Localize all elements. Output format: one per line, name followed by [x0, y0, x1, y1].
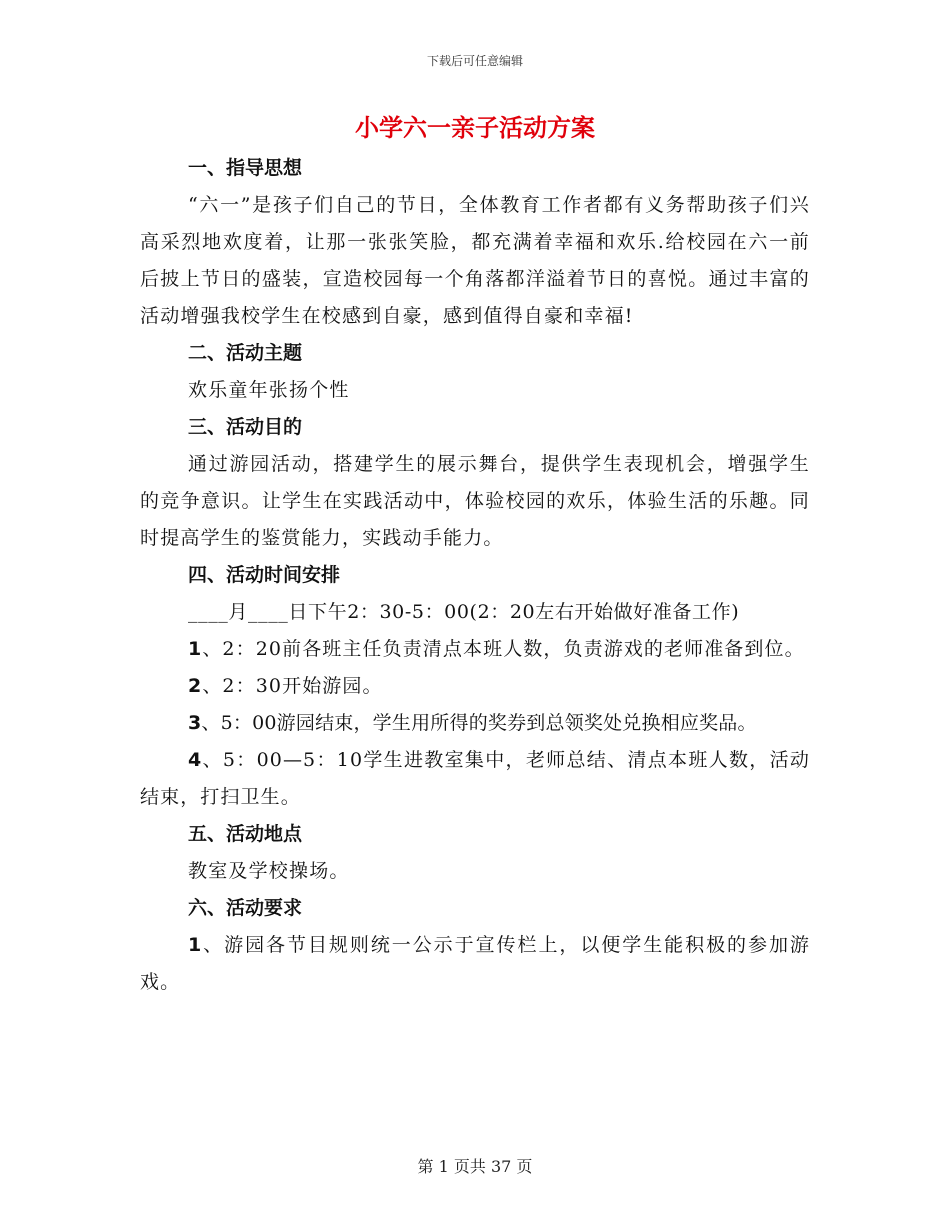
item-text: 、5：00游园结束，学生用所得的奖券到总领奖处兑换相应奖品。: [201, 712, 757, 734]
page-footer: 第 1 页共 37 页: [417, 1157, 533, 1176]
header-note: 下载后可任意编辑: [426, 54, 523, 68]
item-number: 1: [188, 934, 203, 956]
section-paragraph-location: 教室及学校操场。: [188, 860, 350, 882]
item-text: 、游园各节目规则统一公示于宣传栏上，以便学生能积极的参加游戏。: [140, 934, 810, 993]
section-paragraph-purpose: 通过游园活动，搭建学生的展示舞台，提供学生表现机会，增强学生的竞争意识。让学生在实践活动中，体验校园的欢乐，体验生活的乐趣。同时提高学生的鉴赏能力，实践动手能力。: [140, 453, 810, 549]
section-heading-guiding-thought: 一、指导思想: [188, 157, 303, 179]
item-number: 4: [188, 749, 203, 771]
requirement-item: [140, 927, 810, 1001]
schedule-item: [140, 742, 810, 816]
section-paragraph-schedule: ____月____日下午2：30-5：00(2：20左右开始做好准备工作): [188, 601, 740, 623]
schedule-item: [140, 631, 810, 668]
item-text: 、2：20前各班主任负责清点本班人数，负责游戏的老师准备到位。: [202, 638, 805, 660]
item-text: 、5：00—5：10学生进教室集中，老师总结、清点本班人数，活动结束，打扫卫生。: [140, 749, 810, 808]
section-heading-purpose: 三、活动目的: [188, 416, 303, 438]
item-number: 1: [188, 638, 203, 660]
document-body: [140, 150, 810, 1001]
section-heading-schedule: 四、活动时间安排: [188, 564, 341, 586]
item-number: 2: [188, 675, 203, 697]
item-text: 、2：30开始游园。: [202, 675, 383, 697]
schedule-item: [140, 705, 810, 742]
schedule-item: [140, 668, 810, 705]
section-paragraph-theme: 欢乐童年张扬个性: [188, 379, 350, 401]
section-heading-location: 五、活动地点: [188, 823, 303, 845]
item-number: 3: [188, 712, 202, 734]
document-title: 小学六一亲子活动方案: [355, 114, 595, 142]
section-heading-theme: 二、活动主题: [188, 342, 303, 364]
section-paragraph-guiding-thought: “六一”是孩子们自己的节日，全体教育工作者都有义务帮助孩子们兴高采烈地欢度着，让那一张张笑脸，都充满着幸福和欢乐.给校园在六一前后披上节日的盛装，宣造校园每一个角落都洋溢着节日的喜悦。通过丰富的活动增强我校学生在校感到自豪，感到值得自豪和幸福!: [140, 194, 810, 327]
section-heading-requirements: 六、活动要求: [188, 897, 303, 919]
